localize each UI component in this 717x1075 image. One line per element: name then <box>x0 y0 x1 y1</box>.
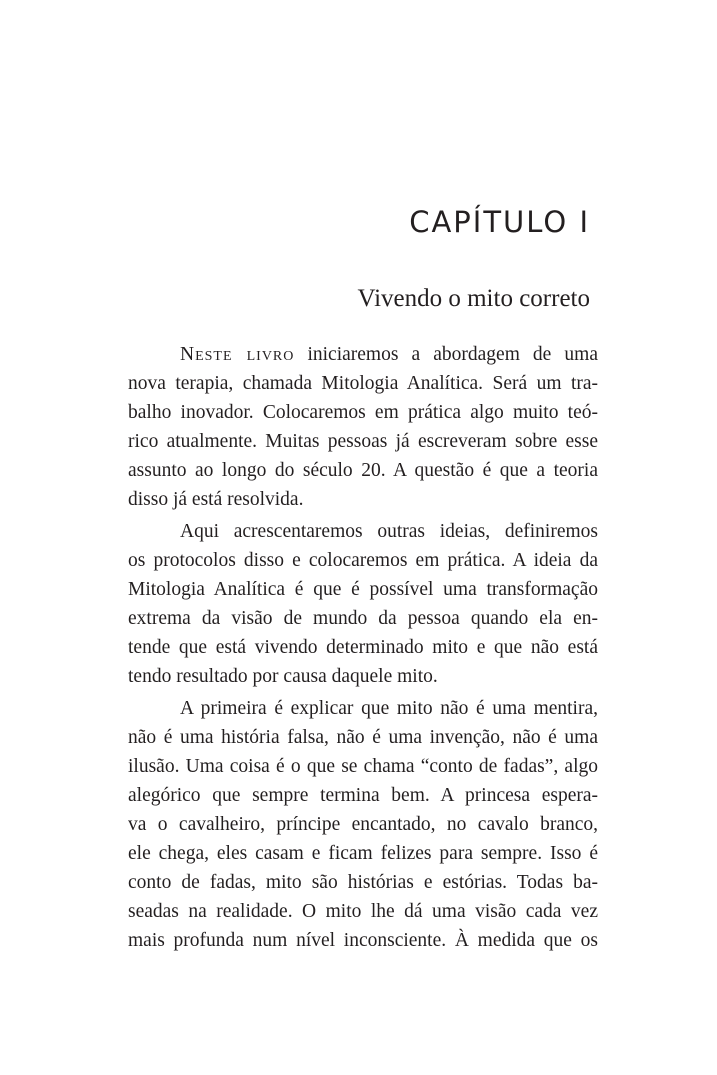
paragraph-line: Mitologia Analítica é que é possível uma transformação <box>128 579 598 600</box>
paragraph-3 <box>128 694 598 955</box>
lead-in-smallcaps: Neste livro <box>180 344 295 365</box>
paragraph-line: va o cavalheiro, príncipe encantado, no cavalo branco, <box>128 814 598 835</box>
paragraph-line: extrema da visão de mundo da pessoa quando ela en- <box>128 608 598 629</box>
paragraph-line: rico atualmente. Muitas pessoas já escreveram sobre esse <box>128 431 598 452</box>
section-heading: Vivendo o mito correto <box>357 285 590 312</box>
paragraph-line: conto de fadas, mito são histórias e estórias. Todas ba- <box>128 872 598 893</box>
paragraph-line: seadas na realidade. O mito lhe dá uma visão cada vez <box>128 901 598 922</box>
paragraph-line: balho inovador. Colocaremos em prática algo muito teó- <box>128 402 598 423</box>
paragraph-line: mais profunda num nível inconsciente. À medida que os <box>128 930 598 951</box>
chapter-body <box>128 340 598 955</box>
paragraph-line: A primeira é explicar que mito não é uma mentira, <box>180 698 598 719</box>
paragraph-line: tendo resultado por causa daquele mito. <box>128 666 438 687</box>
paragraph-line: ilusão. Uma coisa é o que se chama “conto de fadas”, algo <box>128 756 598 777</box>
chapter-title: CAPÍTULO I <box>409 205 590 239</box>
paragraph-line: disso já está resolvida. <box>128 489 304 510</box>
paragraph-1 <box>128 340 598 514</box>
paragraph-line: alegórico que sempre termina bem. A princesa espera- <box>128 785 598 806</box>
paragraph-line: ele chega, eles casam e ficam felizes para sempre. Isso é <box>128 843 598 864</box>
paragraph-line: assunto ao longo do século 20. A questão é que a teoria <box>128 460 598 481</box>
paragraph-line: tende que está vivendo determinado mito e que não está <box>128 637 598 658</box>
paragraph-line: os protocolos disso e colocaremos em prática. A ideia da <box>128 550 598 571</box>
paragraph-2 <box>128 517 598 691</box>
paragraph-line: não é uma história falsa, não é uma invenção, não é uma <box>128 727 598 748</box>
paragraph-line: Neste livro iniciaremos a abordagem de uma <box>180 344 598 365</box>
paragraph-line: Aqui acrescentaremos outras ideias, definiremos <box>180 521 598 542</box>
paragraph-line: nova terapia, chamada Mitologia Analítica. Será um tra- <box>128 373 598 394</box>
